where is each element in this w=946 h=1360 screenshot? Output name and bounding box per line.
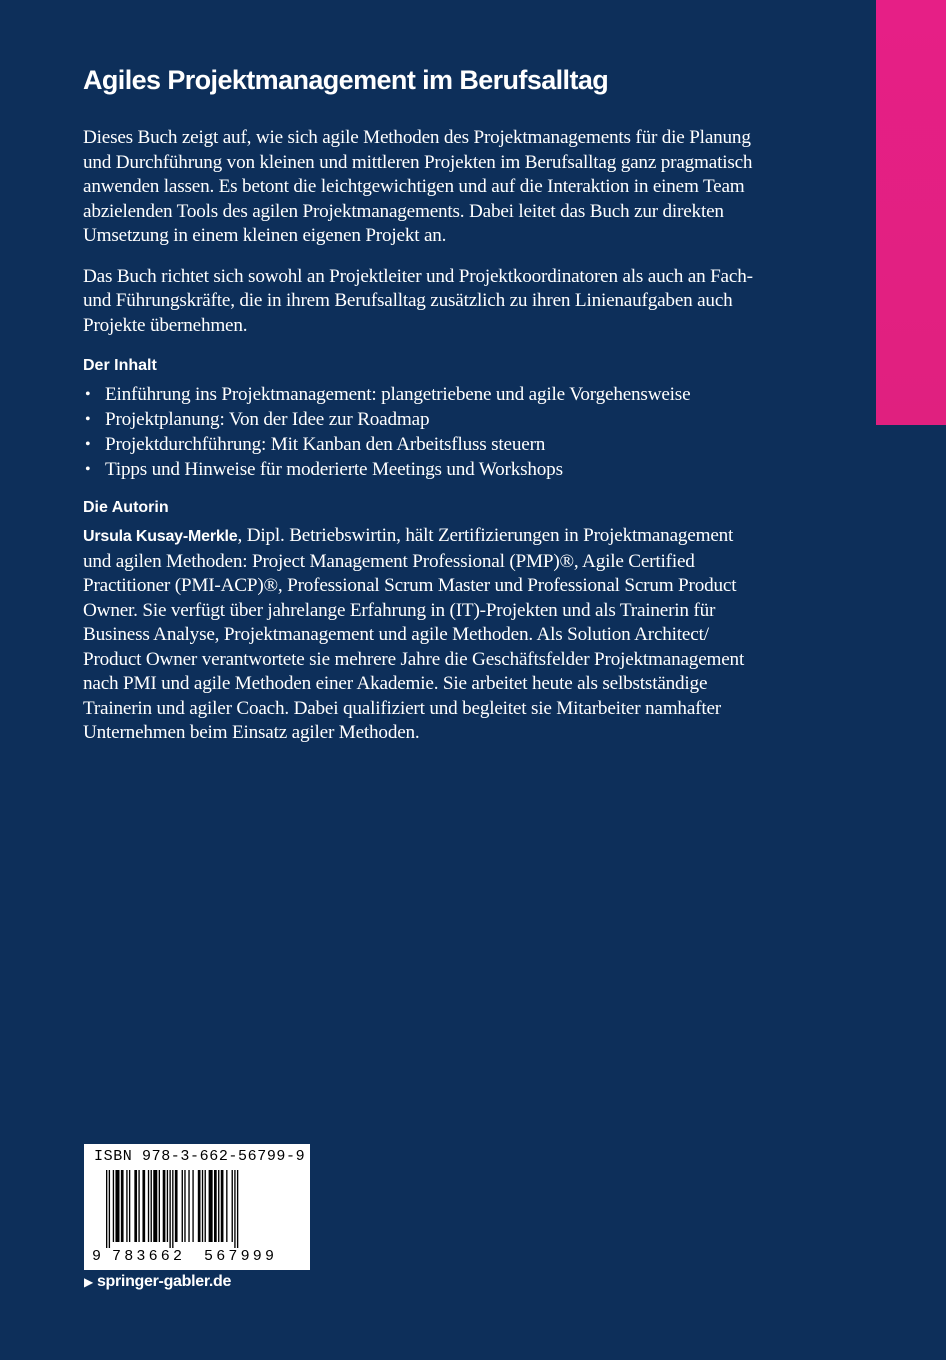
author-heading: Die Autorin [83, 499, 169, 516]
barcode-bar [134, 1170, 137, 1242]
barcode-bar [121, 1170, 124, 1242]
barcode-bar [182, 1170, 183, 1242]
bullet-icon: • [85, 411, 91, 428]
barcode-bar [113, 1170, 114, 1242]
barcode-bar [172, 1170, 173, 1248]
barcode-bar [163, 1170, 166, 1242]
ean-left-group: 783662 [112, 1248, 186, 1265]
ean-first-digit: 9 [92, 1248, 102, 1265]
barcode-bar [175, 1170, 178, 1242]
magenta-accent-bar [876, 0, 946, 425]
barcode-bar [237, 1170, 238, 1248]
barcode-bars [106, 1170, 296, 1248]
publisher-url: springer-gabler.de [96, 1273, 232, 1290]
barcode-bar [198, 1170, 201, 1242]
barcode-bar [129, 1170, 130, 1242]
list-item [83, 407, 763, 432]
barcode-bar [209, 1170, 213, 1242]
list-item [83, 457, 763, 482]
contents-heading: Der Inhalt [83, 357, 157, 374]
barcode-bar [218, 1170, 219, 1242]
bullet-icon: • [85, 461, 91, 478]
ean-right-group: 567999 [204, 1248, 278, 1265]
barcode-bar [115, 1170, 119, 1242]
book-title: Agiles Projektmanagement im Berufsalltag [83, 65, 609, 95]
barcode-bar [226, 1170, 227, 1242]
arrow-right-icon: ▶ [84, 1275, 93, 1289]
barcode-bar [232, 1170, 233, 1242]
barcode-bar [192, 1170, 193, 1242]
barcode-bar [126, 1170, 127, 1242]
barcode-bar [188, 1170, 189, 1242]
list-item-text: Projektplanung: Von der Idee zur Roadmap [105, 409, 430, 430]
bullet-icon: • [85, 436, 91, 453]
bullet-icon: • [85, 386, 91, 403]
barcode-bar [142, 1170, 145, 1242]
barcode-bar [205, 1170, 206, 1242]
list-item [83, 432, 763, 457]
barcode-bar [109, 1170, 110, 1248]
barcode-bar [151, 1170, 152, 1242]
barcode-bar [169, 1170, 170, 1248]
barcode-bar [159, 1170, 160, 1242]
author-bio-text: , Dipl. Betriebswirtin, hält Zertifizierungen in Projektmanagement und agilen Methoden: Project Management Professional (PMP)®, Agile Certified Practitioner (PMI-ACP)®, Professional Scrum Master und Professional Scrum Product Owner. Sie verfügt über jahrelange Erfahrung in (IT)-Projekten und als Trainerin für Business Analyse, Projektmanagement und agile Methoden. Als Solution Architect/ Product Owner verantwortete sie mehrere Jahre die Geschäftsfelder Projektmanagement nach PMI und agile Methoden einer Akademie. Sie arbeitet heute als selbstständige Trainerin und agiler Coach. Dabei qualifiziert und begleitet sie Mitarbeiter namhafter Unternehmen beim Einsatz agiler Methoden. [83, 525, 745, 743]
back-cover-text [83, 62, 763, 762]
isbn-barcode [84, 1144, 310, 1270]
isbn-label: ISBN 978-3-662-56799-9 [94, 1148, 306, 1165]
barcode-bar [106, 1170, 107, 1248]
barcode-bar [214, 1170, 217, 1242]
barcode-bar [167, 1170, 168, 1242]
author-bio [83, 524, 763, 746]
barcode-bar [202, 1170, 203, 1242]
barcode-bar [221, 1170, 224, 1242]
publisher-link[interactable] [84, 1273, 231, 1291]
description-paragraph-2: Das Buch richtet sich sowohl an Projektleiter und Projektkoordinatoren als auch an Fach- und Führungskräfte, die in ihrem Berufsalltag zusätzlich zu ihren Linienaufgaben auch Projekte übernehmen. [83, 265, 753, 336]
list-item-text: Projektdurchführung: Mit Kanban den Arbeitsfluss steuern [105, 434, 546, 455]
list-item-text: Einführung ins Projektmanagement: plangetriebene und agile Vorgehensweise [105, 384, 691, 405]
list-item [83, 382, 763, 407]
barcode-bar [234, 1170, 235, 1248]
contents-list [83, 382, 763, 482]
barcode-bar [148, 1170, 149, 1242]
barcode-bar [184, 1170, 185, 1242]
barcode-bar [138, 1170, 139, 1242]
author-name: Ursula Kusay-Merkle [83, 528, 238, 545]
list-item-text: Tipps und Hinweise für moderierte Meetings und Workshops [105, 459, 563, 480]
barcode-bar [153, 1170, 157, 1242]
description-paragraph-1: Dieses Buch zeigt auf, wie sich agile Methoden des Projektmanagements für die Planung und Durchführung von kleinen und mittleren Projekten im Berufsalltag ganz pragmatisch anwenden lassen. Es betont die leichtgewichtigen und auf die Interaktion in einem Team abzielenden Tools des agilen Projektmanagements. Dabei leitet das Buch zur direkten Umsetzung in einem kleinen eigenen Projekt an. [83, 127, 753, 246]
